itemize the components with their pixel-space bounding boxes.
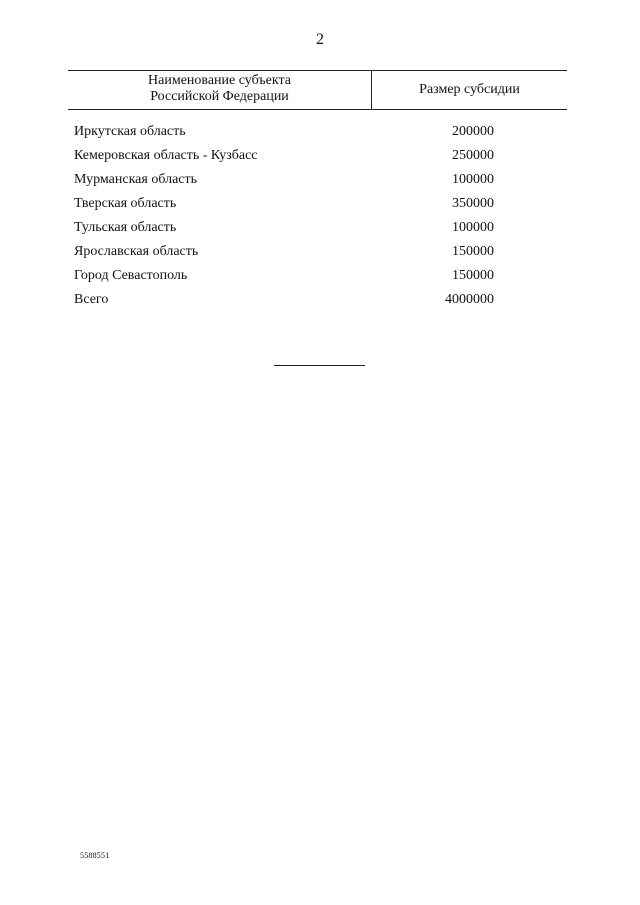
column-header-subsidy-amount: Размер субсидии [419, 82, 520, 97]
table-header [68, 70, 567, 110]
end-of-document-rule [274, 365, 365, 366]
table-body [0, 120, 640, 312]
column-header-region-line2: Российской Федерации [150, 89, 289, 104]
table-row [0, 168, 640, 192]
total-label: Всего [74, 292, 109, 307]
table-row-total [0, 288, 640, 312]
table-row [0, 240, 640, 264]
subsidy-amount: 100000 [452, 220, 494, 235]
region-name: Город Севастополь [74, 268, 188, 283]
table-row [0, 216, 640, 240]
table-row [0, 144, 640, 168]
column-header-region [68, 73, 371, 105]
region-name: Иркутская область [74, 124, 186, 139]
subsidy-amount: 150000 [452, 244, 494, 259]
total-amount: 4000000 [445, 292, 494, 307]
region-name: Кемеровская область - Кузбасс [74, 148, 258, 163]
subsidy-amount: 150000 [452, 268, 494, 283]
subsidy-amount: 350000 [452, 196, 494, 211]
region-name: Ярославская область [74, 244, 199, 259]
region-name: Тульская область [74, 220, 177, 235]
region-name: Тверская область [74, 196, 177, 211]
table-row [0, 264, 640, 288]
region-name: Мурманская область [74, 172, 198, 187]
table-row [0, 192, 640, 216]
column-header-region-line1: Наименование субъекта [148, 73, 291, 88]
table-row [0, 120, 640, 144]
document-code: 5588551 [80, 851, 110, 860]
subsidy-amount: 100000 [452, 172, 494, 187]
subsidy-amount: 250000 [452, 148, 494, 163]
page-number: 2 [316, 31, 324, 48]
subsidy-amount: 200000 [452, 124, 494, 139]
